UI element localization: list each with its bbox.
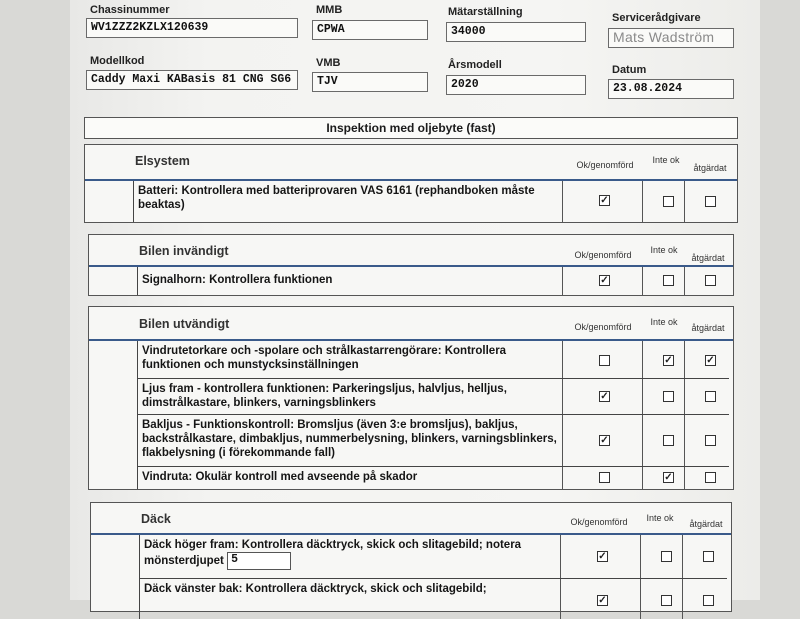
row-text: Bakljus - Funktionskontroll: Bromsljus (även 3:e bromsljus), bakljus, backstrålkastare, dimbakljus, nummerbelysning, blinkers, varningsblinkers, flakbelysning (i förekommande fall) bbox=[142, 419, 557, 459]
section-header bbox=[89, 307, 733, 341]
row-text: Ljus fram - kontrollera funktionen: Parkeringsljus, halvljus, helljus, dimstrålkastare, blinkers, varningsblinkers bbox=[142, 383, 507, 409]
ok-checkbox[interactable] bbox=[599, 472, 610, 483]
cell-ok bbox=[562, 415, 642, 466]
col-not-ok-header: Inte ok bbox=[652, 155, 680, 165]
not-ok-checkbox[interactable]: ✓ bbox=[664, 472, 673, 483]
col-not-ok-header: Inte ok bbox=[650, 245, 678, 255]
col-not-ok-header: Inte ok bbox=[646, 513, 674, 523]
cell-not-ok bbox=[642, 415, 682, 466]
table-row bbox=[137, 467, 729, 489]
row-text: Batteri: Kontrollera med batteriprovaren VAS 6161 (rephandboken måste beaktas) bbox=[138, 185, 535, 211]
col-ok-header: Ok/genomförd bbox=[574, 250, 632, 260]
not-ok-checkbox[interactable] bbox=[663, 196, 674, 207]
cell-fixed bbox=[684, 181, 734, 222]
vmb-field: TJV bbox=[312, 72, 428, 92]
row-text: Signalhorn: Kontrollera funktionen bbox=[142, 274, 333, 286]
model-year-label: Årsmodell bbox=[448, 59, 502, 71]
section-header bbox=[91, 503, 731, 535]
col-ok-header: Ok/genomförd bbox=[576, 160, 634, 170]
row-text: Vindruta: Okulär kontroll med avseende på skador bbox=[142, 471, 418, 483]
table-row bbox=[133, 181, 733, 222]
chassis-field: WV1ZZZ2KZLX120639 bbox=[86, 18, 298, 38]
advisor-field: Mats Wadström bbox=[608, 28, 734, 48]
col-ok-header: Ok/genomförd bbox=[570, 517, 628, 527]
cell-ok bbox=[562, 467, 642, 489]
fixed-checkbox[interactable] bbox=[705, 435, 716, 446]
ok-checkbox[interactable]: ✓ bbox=[600, 391, 609, 402]
not-ok-checkbox[interactable] bbox=[663, 275, 674, 286]
fixed-checkbox[interactable] bbox=[703, 551, 714, 562]
section-header bbox=[89, 235, 733, 267]
chassis-label: Chassinummer bbox=[90, 4, 170, 16]
table-row bbox=[139, 579, 727, 619]
table-row bbox=[139, 535, 727, 579]
fixed-checkbox[interactable] bbox=[705, 391, 716, 402]
model-year-field: 2020 bbox=[446, 75, 586, 95]
cell-not-ok bbox=[642, 181, 682, 222]
section-elsystem bbox=[84, 144, 738, 223]
row-text: Vindrutetorkare och -spolare och strålkastarrengörare: Kontrollera funktionen och munstycksinställningen bbox=[142, 345, 507, 371]
tread-depth-field[interactable]: 5 bbox=[227, 552, 291, 570]
cell-fixed bbox=[684, 415, 734, 466]
cell-fixed bbox=[684, 341, 734, 378]
date-label: Datum bbox=[612, 64, 647, 76]
section-interior bbox=[88, 234, 734, 296]
not-ok-checkbox[interactable] bbox=[661, 551, 672, 562]
advisor-label: Servicerådgivare bbox=[612, 12, 701, 24]
row-text-main: Däck höger fram: Kontrollera däcktryck, skick och slitagebild; notera mönsterdjupet bbox=[144, 539, 522, 568]
row-text bbox=[144, 538, 564, 570]
cell-ok bbox=[562, 267, 642, 295]
cell-not-ok bbox=[640, 535, 680, 578]
col-fixed-header: åtgärdat bbox=[693, 163, 727, 173]
not-ok-checkbox[interactable]: ✓ bbox=[664, 355, 673, 366]
table-row bbox=[137, 415, 729, 467]
ok-checkbox[interactable] bbox=[599, 355, 610, 366]
cell-ok bbox=[560, 579, 640, 619]
fixed-checkbox[interactable] bbox=[703, 595, 714, 606]
col-ok-header: Ok/genomförd bbox=[574, 322, 632, 332]
fixed-checkbox[interactable] bbox=[705, 472, 716, 483]
cell-ok bbox=[560, 535, 640, 578]
col-fixed-header: åtgärdat bbox=[691, 323, 725, 333]
cell-not-ok bbox=[642, 341, 682, 378]
col-not-ok-header: Inte ok bbox=[650, 317, 678, 327]
cell-ok bbox=[562, 379, 642, 414]
col-fixed-header: åtgärdat bbox=[689, 519, 723, 529]
section-title: Däck bbox=[141, 512, 171, 526]
table-row bbox=[137, 341, 729, 379]
odometer-label: Mätarställning bbox=[448, 6, 523, 18]
ok-checkbox[interactable]: ✓ bbox=[600, 195, 609, 206]
cell-not-ok bbox=[640, 579, 680, 619]
table-row bbox=[137, 267, 729, 295]
table-row bbox=[137, 379, 729, 415]
section-title: Elsystem bbox=[135, 154, 190, 168]
date-field: 23.08.2024 bbox=[608, 79, 734, 99]
cell-fixed bbox=[682, 579, 732, 619]
row-text: Däck vänster bak: Kontrollera däcktryck, skick och slitagebild; bbox=[144, 583, 487, 595]
not-ok-checkbox[interactable] bbox=[661, 595, 672, 606]
mmb-label: MMB bbox=[316, 4, 343, 16]
fixed-checkbox[interactable]: ✓ bbox=[706, 355, 715, 366]
cell-fixed bbox=[684, 467, 734, 489]
cell-not-ok bbox=[642, 379, 682, 414]
odometer-field: 34000 bbox=[446, 22, 586, 42]
fixed-checkbox[interactable] bbox=[705, 196, 716, 207]
cell-fixed bbox=[682, 535, 732, 578]
section-title: Bilen utvändigt bbox=[139, 317, 230, 331]
section-exterior bbox=[88, 306, 734, 490]
model-code-label: Modellkod bbox=[90, 55, 145, 67]
cell-not-ok bbox=[642, 267, 682, 295]
section-title: Bilen invändigt bbox=[139, 244, 229, 258]
model-code-field: Caddy Maxi KABasis 81 CNG SG6 bbox=[86, 70, 298, 90]
not-ok-checkbox[interactable] bbox=[663, 391, 674, 402]
vmb-label: VMB bbox=[316, 57, 341, 69]
cell-ok bbox=[562, 341, 642, 378]
ok-checkbox[interactable]: ✓ bbox=[600, 435, 609, 446]
cell-fixed bbox=[684, 267, 734, 295]
ok-checkbox[interactable]: ✓ bbox=[600, 275, 609, 286]
cell-not-ok bbox=[642, 467, 682, 489]
col-fixed-header: åtgärdat bbox=[691, 253, 725, 263]
cell-fixed bbox=[684, 379, 734, 414]
section-tires bbox=[90, 502, 732, 612]
section-header bbox=[85, 145, 737, 181]
ok-checkbox[interactable]: ✓ bbox=[598, 595, 607, 606]
cell-ok bbox=[562, 181, 642, 222]
fixed-checkbox[interactable] bbox=[705, 275, 716, 286]
ok-checkbox[interactable]: ✓ bbox=[598, 551, 607, 562]
form-title: Inspektion med oljebyte (fast) bbox=[84, 117, 738, 139]
mmb-field: CPWA bbox=[312, 20, 428, 40]
not-ok-checkbox[interactable] bbox=[663, 435, 674, 446]
